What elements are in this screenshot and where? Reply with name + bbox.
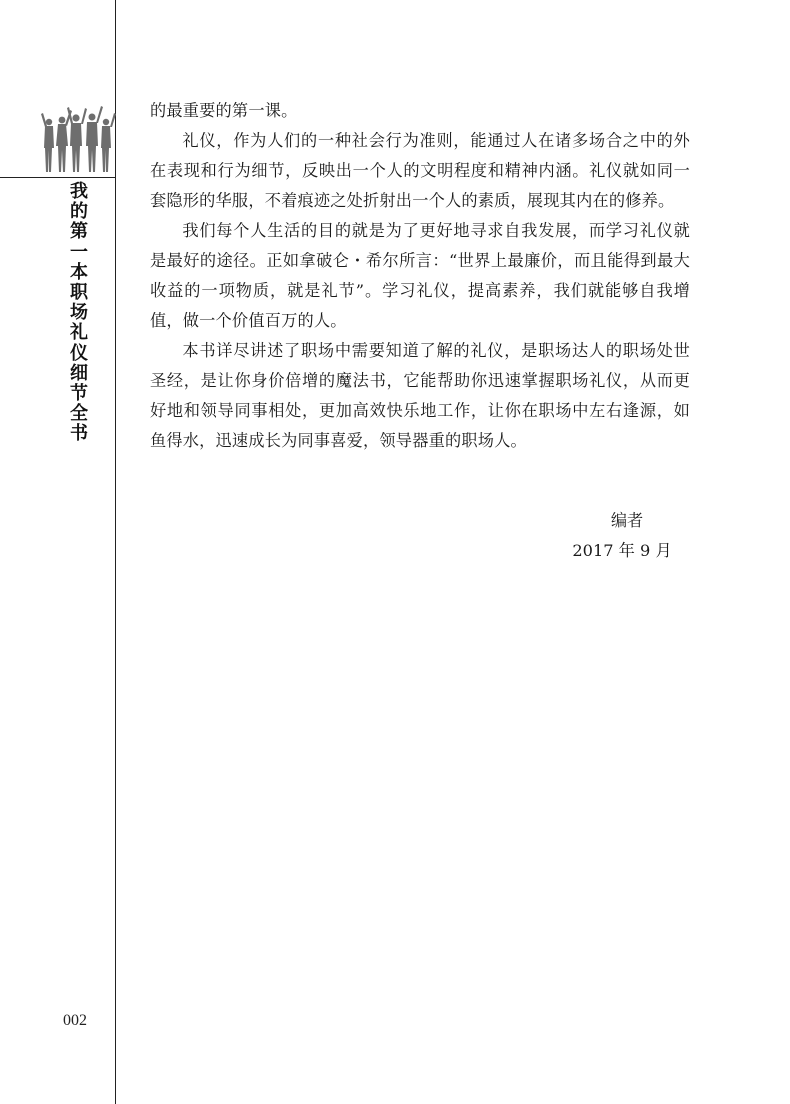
book-title-vertical: 我的第一本职场礼仪细节全书	[70, 181, 88, 445]
paragraph: 我们每个人生活的目的就是为了更好地寻求自我发展，而学习礼仪就是最好的途径。正如拿破仑・希尔所言：“世界上最廉价，而且能得到最大收益的一项物质，就是礼节”。学习礼仪，提高素养，我们就能够自我增值，做一个价值百万的人。	[150, 221, 690, 330]
paragraph: 本书详尽讲述了职场中需要知道了解的礼仪，是职场达人的职场处世圣经，是让你身价倍增的魔法书，它能帮助你迅速掌握职场礼仪，从而更好地和领导同事相处，更加高效快乐地工作，让你在职场中左右逢源，如鱼得水，迅速成长为同事喜爱，领导器重的职场人。	[150, 341, 690, 450]
paragraph: 礼仪，作为人们的一种社会行为准则，能通过人在诸多场合之中的外在表现和行为细节，反映出一个人的文明程度和精神内涵。礼仪就如同一套隐形的华服，不着痕迹之处折射出一个人的素质，展现其内在的修养。	[150, 131, 690, 210]
page-number: 002	[63, 1012, 87, 1029]
paragraph-continuation: 的最重要的第一课。	[150, 101, 298, 120]
preface-body	[150, 96, 690, 456]
business-people-silhouette-icon	[40, 100, 116, 174]
signature-block	[550, 506, 690, 566]
horizontal-rule	[0, 177, 116, 178]
signature-author: 编者	[610, 511, 644, 530]
signature-date: 2017 年 9 月	[572, 541, 672, 560]
